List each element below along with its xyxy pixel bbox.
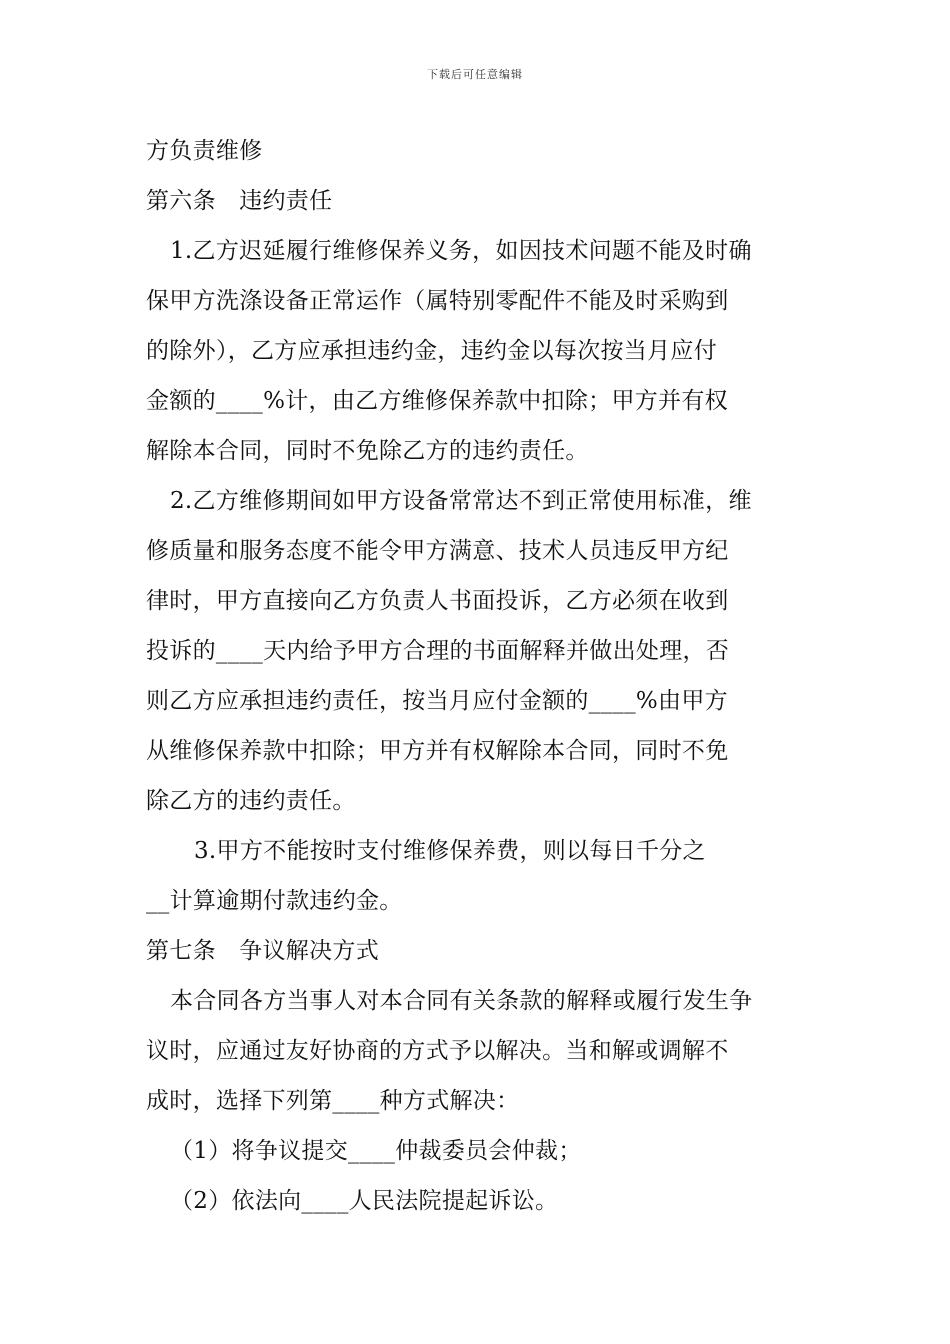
text-line: 则乙方应承担违约责任，按当月应付金额的____%由甲方 (146, 688, 728, 714)
text-line: 成时，选择下列第____种方式解决： (146, 1088, 520, 1114)
text-line: 1.乙方迟延履行维修保养义务，如因技术问题不能及时确 (170, 238, 752, 264)
text-line: 3.甲方不能按时支付维修保养费，则以每日千分之 (194, 838, 706, 864)
article-7-heading: 第七条 争议解决方式 (146, 938, 379, 964)
text-line: 除乙方的违约责任。 (146, 788, 356, 814)
text-line: 从维修保养款中扣除；甲方并有权解除本合同，同时不免 (146, 738, 729, 764)
text-line: 2.乙方维修期间如甲方设备常常达不到正常使用标准，维 (170, 488, 752, 514)
text-line: 议时，应通过友好协商的方式予以解决。当和解或调解不 (146, 1038, 729, 1064)
list-item: （2）依法向____人民法院提起诉讼。 (170, 1188, 559, 1214)
text-line: 修质量和服务态度不能令甲方满意、技术人员违反甲方纪 (146, 538, 729, 564)
text-line: 方负责维修 (146, 138, 263, 164)
list-item: （1）将争议提交____仲裁委员会仲裁； (170, 1138, 582, 1164)
text-line: 保甲方洗涤设备正常运作（属特别零配件不能及时采购到 (146, 288, 729, 314)
document-body (146, 126, 806, 1226)
text-line: 本合同各方当事人对本合同有关条款的解释或履行发生争 (170, 988, 753, 1014)
article-6-heading: 第六条 违约责任 (146, 188, 333, 214)
text-line: __计算逾期付款违约金。 (146, 888, 403, 914)
text-line: 律时，甲方直接向乙方负责人书面投诉，乙方必须在收到 (146, 588, 729, 614)
text-line: 的除外），乙方应承担违约金，违约金以每次按当月应付 (146, 338, 717, 364)
page-header-note: 下载后可任意编辑 (427, 68, 523, 81)
text-line: 金额的____%计，由乙方维修保养款中扣除；甲方并有权 (146, 388, 728, 414)
text-line: 解除本合同，同时不免除乙方的违约责任。 (146, 438, 589, 464)
text-line: 投诉的____天内给予甲方合理的书面解释并做出处理，否 (146, 638, 730, 664)
